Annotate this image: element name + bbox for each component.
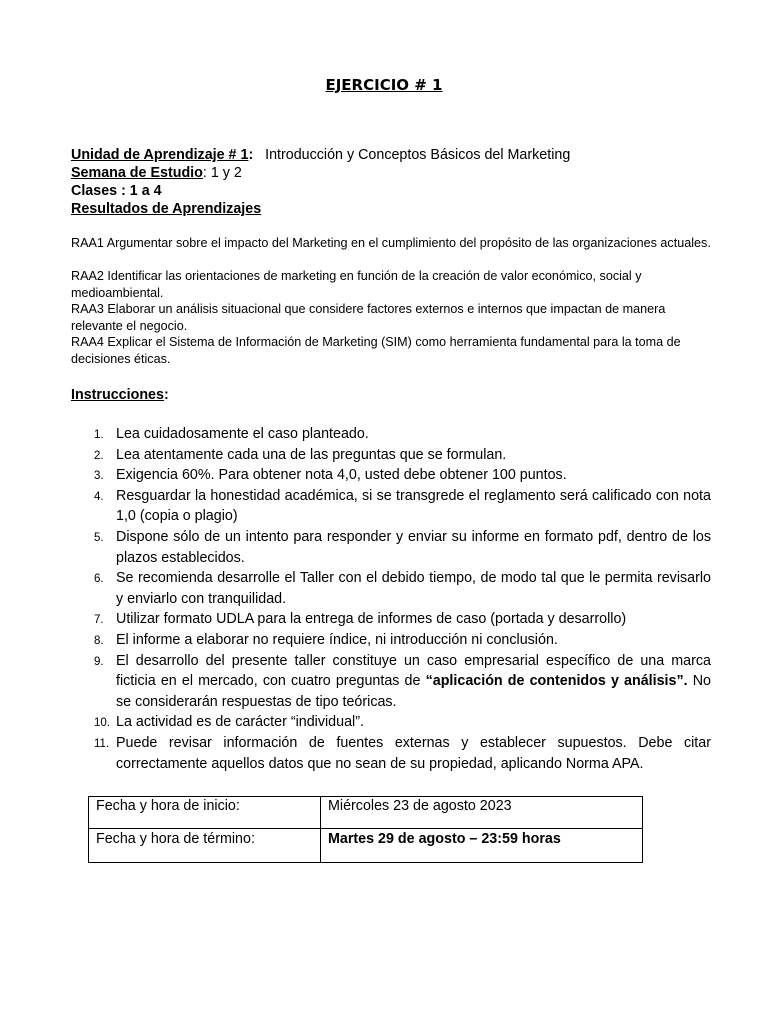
list-item — [71, 445, 711, 466]
semana-value: : 1 y 2 — [202, 165, 242, 181]
list-text: Exigencia 60%. Para obtener nota 4,0, usted debe obtener 100 puntos. — [116, 467, 567, 484]
inicio-label-cell: Fecha y hora de inicio: — [89, 797, 321, 829]
list-item — [71, 651, 711, 713]
unidad-value: Introducción y Conceptos Básicos del Marketing — [265, 147, 571, 163]
resultados-heading: Resultados de Aprendizajes — [71, 201, 262, 217]
list-item — [71, 424, 711, 445]
list-item — [71, 733, 711, 774]
semana-line — [71, 164, 711, 182]
semana-label: Semana de Estudio — [71, 165, 203, 181]
list-item — [71, 486, 711, 527]
instructions-list — [71, 424, 711, 774]
unidad-label: Unidad de Aprendizaje # 1 — [71, 147, 249, 163]
list-number: 3. — [94, 470, 104, 483]
list-number: 6. — [94, 573, 104, 586]
list-number: 11. — [94, 737, 110, 750]
instrucciones-colon: : — [163, 387, 169, 403]
list-text: La actividad es de carácter “individual”. — [116, 714, 364, 731]
list-text: Dispone sólo de un intento para responder y enviar su informe en formato pdf, dentro de los plazos establecidos. — [116, 528, 711, 566]
raa-item: RAA3 Elaborar un análisis situacional que considere factores externos e internos que impactan de manera relevante el negocio. — [71, 302, 666, 333]
list-text-pre: El desarrollo del presente taller constituye un caso empresarial específico de una marca ficticia en el mercado, con cuatro preguntas de — [116, 652, 711, 690]
list-text: Puede revisar información de fuentes externas y establecer supuestos. Debe citar correctamente aquellos datos que no sean de su propiedad, aplicando Norma APA. — [116, 734, 711, 772]
list-item — [71, 465, 711, 486]
list-number: 9. — [94, 655, 104, 668]
table-row — [89, 797, 643, 829]
clases-line: Clases : 1 a 4 — [71, 183, 162, 199]
raa-item: RAA1 Argumentar sobre el impacto del Marketing en el cumplimiento del propósito de las organizaciones actuales. — [71, 236, 711, 250]
list-number: 4. — [94, 490, 104, 503]
unidad-line — [71, 146, 711, 164]
list-text: El informe a elaborar no requiere índice, ni introducción ni conclusión. — [116, 631, 558, 648]
instrucciones-heading — [71, 386, 169, 404]
raa-item: RAA2 Identificar las orientaciones de marketing en función de la creación de valor económico, social y medioambiental. — [71, 269, 642, 300]
list-item — [71, 609, 711, 630]
unidad-colon: : — [248, 147, 254, 163]
list-text-post: No se considerarán respuestas de tipo teóricas. — [116, 673, 712, 710]
dates-table — [88, 796, 643, 863]
list-text: Resguardar la honestidad académica, si se transgrede el reglamento será calificado con nota 1,0 (copia o plagio) — [116, 487, 711, 525]
list-item — [71, 568, 711, 609]
list-item — [71, 527, 711, 568]
table-row — [89, 829, 643, 863]
inicio-value-cell: Miércoles 23 de agosto 2023 — [321, 797, 643, 829]
termino-label-cell: Fecha y hora de término: — [89, 829, 321, 863]
page-title: EJERCICIO # 1 — [325, 76, 443, 94]
list-number: 10. — [94, 717, 110, 730]
list-item — [71, 712, 711, 733]
raa-item: RAA4 Explicar el Sistema de Información de Marketing (SIM) como herramienta fundamental para la toma de decisiones éticas. — [71, 335, 681, 366]
list-text: Utilizar formato UDLA para la entrega de informes de caso (portada y desarrollo) — [116, 611, 627, 628]
instrucciones-label: Instrucciones — [71, 387, 164, 403]
list-number: 5. — [94, 531, 104, 544]
list-number: 7. — [94, 614, 104, 627]
termino-value-cell: Martes 29 de agosto – 23:59 horas — [321, 829, 643, 863]
list-text: Lea cuidadosamente el caso planteado. — [116, 426, 369, 442]
list-text: Lea atentamente cada una de las preguntas que se formulan. — [116, 446, 507, 463]
list-number: 2. — [94, 449, 104, 462]
list-text-bold: “aplicación de contenidos y análisis”. — [425, 673, 688, 690]
list-number: 1. — [94, 429, 104, 441]
list-item — [71, 630, 711, 651]
list-number: 8. — [94, 634, 104, 647]
list-text: Se recomienda desarrolle el Taller con el debido tiempo, de modo tal que le permita revisarlo y enviarlo con tranquilidad. — [116, 570, 711, 607]
